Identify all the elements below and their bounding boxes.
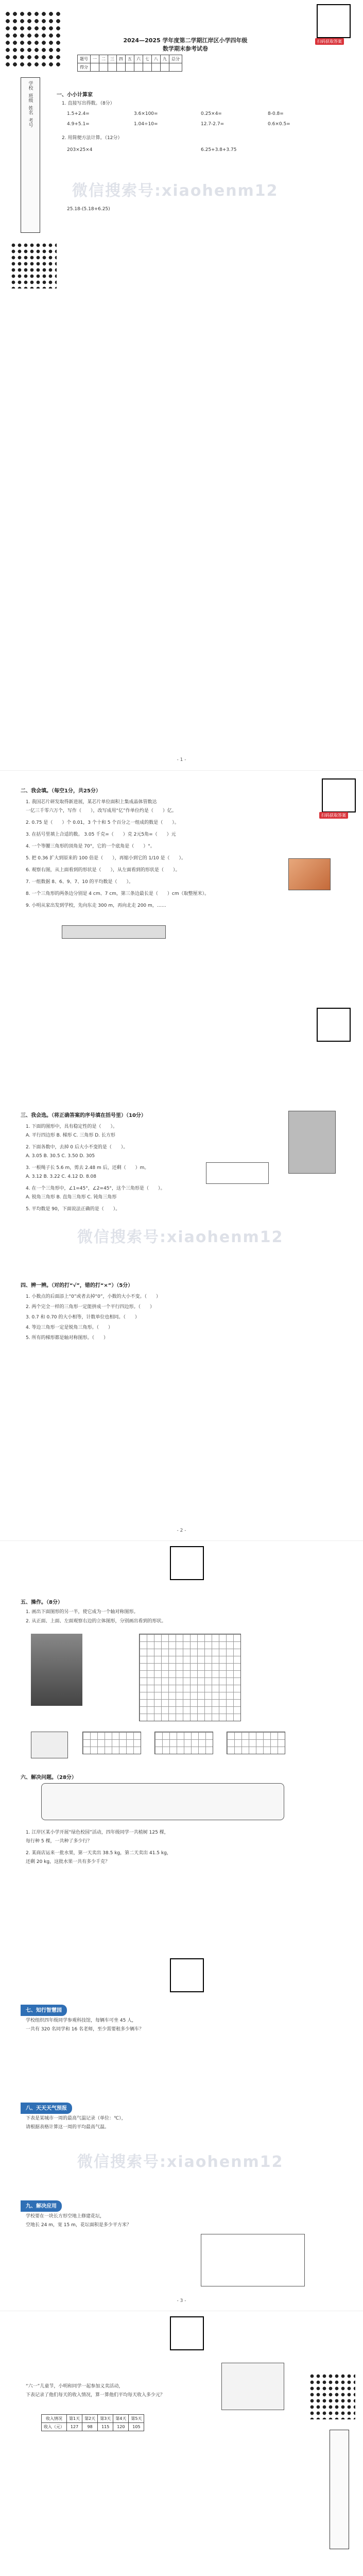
table-header-cell: 收入情况: [42, 2415, 67, 2423]
exam-page-4: [0, 2311, 363, 2576]
section-6-title: 六、解决问题。（28分）: [21, 1775, 77, 1781]
judge-line: 4. 等边三角形一定是锐角三角形。（ ）: [26, 1325, 113, 1330]
table-header-cell: 第1天: [67, 2415, 82, 2423]
score-head-8: 八: [152, 55, 161, 63]
qr-code-icon: [170, 2316, 204, 2350]
score-cell[interactable]: [161, 63, 169, 72]
choice-line: 2. 下面各数中，去掉 0 后大小不变的是（ ）。: [26, 1145, 128, 1150]
score-cell[interactable]: [99, 63, 108, 72]
score-cell[interactable]: [108, 63, 117, 72]
binding-dots-top: [4, 10, 61, 67]
side-label-class: 班级: [27, 93, 33, 103]
section-7-banner: 七、知行智慧园: [21, 2005, 67, 2016]
calc-item: 3.6×100=: [134, 111, 158, 116]
score-label: 得分: [78, 63, 91, 72]
table-cell: 收入（元）: [42, 2423, 67, 2431]
table-cell: 98: [82, 2423, 98, 2431]
fill-line: 2. 0.75 是（ ）个 0.01，3 个十和 5 个百分之一组成的数是（ ）。: [26, 820, 179, 825]
calc-item: 8-0.8=: [268, 111, 284, 116]
problem-line: 一共有 320 名同学和 16 名老师，至少需要租多少辆车？: [26, 2027, 144, 2032]
view-grid-top[interactable]: [154, 1732, 213, 1754]
fill-line: 9. 小明从家出发到学校，先向东走 300 m，再向北走 200 m，……: [26, 903, 166, 908]
table-cell: 120: [113, 2423, 129, 2431]
side-label-id: 考号: [27, 118, 33, 127]
exam-title-line1: 2024—2025 学年度第二学期江岸区小学四年级: [123, 37, 248, 44]
table-header-cell: 第5天: [129, 2415, 144, 2423]
page-number: - 3 -: [177, 2298, 186, 2303]
table-header-cell: 第3天: [98, 2415, 113, 2423]
section-8-banner: 八、天天天气预报: [21, 2103, 72, 2114]
qr-code-icon: [317, 1008, 351, 1042]
rectangle-field-figure: [201, 2234, 305, 2286]
section-4-title: 四、辨一辨。（对的打“√”，错的打“×”）（5分）: [21, 1283, 133, 1289]
yellow-crane-tower-image: [31, 1634, 82, 1706]
receipt-figure: [221, 2363, 284, 2410]
qr-code-icon: [322, 778, 356, 812]
calc-item: 0.6×0.5=: [268, 122, 290, 127]
fill-line: 8. 一个三角形的两条边分别是 4 cm、7 cm，第三条边最长是（ ）cm（取整厘米）。: [26, 891, 210, 896]
operate-line: 1. 画出下面图形的另一半，使它成为一个轴对称图形。: [26, 1609, 139, 1615]
calc-item: 4.9+5.1=: [67, 122, 90, 127]
score-table: [77, 55, 182, 72]
score-head-4: 四: [117, 55, 126, 63]
choice-line: 5. 平均数是 90，下面说法正确的是（ ）。: [26, 1207, 120, 1212]
fill-line: 3. 在括号里填上合适的数。 3.05 千克=（ ）克 2元5角=（ ）元: [26, 832, 176, 837]
cube-figure: [288, 858, 331, 890]
view-grid-left[interactable]: [227, 1732, 285, 1754]
page-number: - 1 -: [177, 757, 186, 762]
problem-line: “六一”儿童节，小明和同学一起参加义卖活动，: [26, 2384, 124, 2389]
fill-line: 5. 把 0.36 扩大到原来的 100 倍是（ ），再缩小到它的 1/10 是（ ）。: [26, 856, 186, 861]
symmetry-grid[interactable]: [139, 1634, 241, 1721]
binding-dots-right: [309, 2373, 355, 2419]
qr-code-icon: [170, 1958, 204, 1992]
score-head-7: 七: [143, 55, 152, 63]
calc-item: 12.7-2.7=: [201, 122, 224, 127]
judge-line: 5. 所有的梯形都是轴对称图形。（ ）: [26, 1335, 108, 1341]
problem-line: 每行种 5 棵，一共种了多少行？: [26, 1839, 92, 1844]
qr-caption: 扫码获取答案: [315, 38, 344, 45]
exam-title-line2: 数学期末参考试卷: [163, 45, 208, 52]
student-info-column: [21, 77, 40, 233]
watermark: 微信搜索号:xiaohenm12: [72, 182, 279, 200]
side-label-name: 姓名: [27, 106, 33, 115]
watermark: 微信搜索号:xiaohenm12: [77, 1228, 284, 1246]
simplify-item: 203×25×4: [67, 147, 93, 152]
binding-dots-bottom: [10, 242, 57, 289]
simplify-item: 6.25+3.8+3.75: [201, 147, 237, 152]
page-number: - 2 -: [177, 1528, 186, 1533]
section-2-title: 二、我会填。（每空1分，共25分）: [21, 788, 101, 794]
calc-item: 0.25×4=: [201, 111, 222, 116]
score-head-5: 五: [126, 55, 134, 63]
choice-line: A. 锐角三角形 B. 直角三角形 C. 钝角三角形: [26, 1195, 117, 1200]
simplify-item: 25.18-(5.18+6.25): [67, 207, 110, 212]
exam-page-2: [0, 770, 363, 1541]
number-line-figure: [206, 1162, 269, 1184]
section-1-sub2: 2. 用简便方法计算。（12分）: [62, 135, 123, 141]
calc-item: 1.5+2.4=: [67, 111, 90, 116]
table-cell: 127: [67, 2423, 82, 2431]
income-table: [41, 2414, 144, 2431]
problem-line: 学校要在一块长方形空地上修建花坛，: [26, 2214, 105, 2219]
problem-line: 2. 某商店运来一批水果，第一天卖出 38.5 kg，第二天卖出 41.5 kg，: [26, 1851, 171, 1856]
problem-line: 空地长 24 m，宽 15 m，花坛面积是多少平方米？: [26, 2223, 131, 2228]
fill-line: 7. 一组数据 8、6、9、7、10 的平均数是（ ）。: [26, 879, 134, 885]
problem-line: 下表记录了他们每天的收入情况，算一算他们平均每天收入多少元？: [26, 2393, 165, 2398]
section-9-banner: 九、解决应用: [21, 2200, 62, 2212]
operate-line: 2. 从正面、上面、左面观察右边的立体图形，分别画出看到的形状。: [26, 1619, 166, 1624]
judge-line: 2. 两个完全一样的三角形一定能拼成一个平行四边形。（ ）: [26, 1304, 154, 1310]
qr-code-icon: [317, 4, 351, 38]
fill-line: 4. 一个等腰三角形的顶角是 70°，它的一个底角是（ ）°。: [26, 844, 155, 849]
section-1-title: 一、小小计算家: [57, 92, 93, 98]
score-cell[interactable]: [134, 63, 143, 72]
fill-line: 一亿三千零六万个，写作（ ），改写成用“亿”作单位约是（ ）亿。: [26, 808, 177, 814]
section-5-title: 五、操作。（8分）: [21, 1600, 63, 1605]
qr-code-icon: [170, 1546, 204, 1580]
problem-line: 下表是某城市一周的最高气温记录（单位：℃），: [26, 2116, 126, 2121]
choice-line: 4. 在一个三角形中，∠1=45°，∠2=45°，这个三角形是（ ）。: [26, 1186, 165, 1191]
choice-line: 1. 下面的图形中，具有稳定性的是（ ）。: [26, 1124, 117, 1129]
calc-item: 1.04÷10=: [134, 122, 158, 127]
table-header-cell: 第2天: [82, 2415, 98, 2423]
judge-line: 3. 0.7 和 0.70 的大小相等，计数单位也相同。（ ）: [26, 1315, 140, 1320]
score-cell[interactable]: [91, 63, 99, 72]
qr-caption: 扫码获取答案: [319, 812, 348, 819]
score-cell[interactable]: [152, 63, 161, 72]
cartoon-tip-box: [41, 1783, 284, 1820]
score-head-6: 六: [134, 55, 143, 63]
shapes-figure: [62, 925, 166, 939]
score-cell[interactable]: [126, 63, 134, 72]
score-head-10: 总分: [169, 55, 182, 63]
exam-page-3: [0, 1540, 363, 2311]
score-cell[interactable]: [169, 63, 182, 72]
score-cell[interactable]: [117, 63, 126, 72]
table-cell: 115: [98, 2423, 113, 2431]
section-3-title: 三、我会选。（将正确答案的序号填在括号里）（10分）: [21, 1113, 146, 1118]
cube-stack-figure: [31, 1732, 68, 1758]
score-cell[interactable]: [143, 63, 152, 72]
watermark: 微信搜索号:xiaohenm12: [77, 2153, 284, 2171]
photo-figure: [288, 1111, 336, 1174]
score-head-3: 三: [108, 55, 117, 63]
problem-line: 学校组织四年级同学参观科技馆，每辆车可坐 45 人，: [26, 2018, 137, 2023]
score-head-0: 题号: [78, 55, 91, 63]
judge-line: 1. 小数点的后面添上“0”或者去掉“0”，小数的大小不变。（ ）: [26, 1294, 161, 1299]
problem-line: 请根据表格计算这一周的平均最高气温。: [26, 2125, 110, 2130]
fill-line: 6. 观察右图，从上面看到的形状是（ ），从左面看到的形状是（ ）。: [26, 868, 180, 873]
choice-line: 3. 一根绳子长 5.6 m，剪去 2.48 m 后，还剩（ ）m。: [26, 1165, 149, 1171]
table-cell: 105: [129, 2423, 144, 2431]
problem-line: 1. 江岸区某小学开展“绿色校园”活动，四年级同学一共植树 125 棵，: [26, 1830, 169, 1835]
choice-line: A. 平行四边形 B. 梯形 C. 三角形 D. 长方形: [26, 1133, 115, 1138]
table-header-cell: 第4天: [113, 2415, 129, 2423]
choice-line: A. 3.05 B. 30.5 C. 3.50 D. 305: [26, 1154, 95, 1159]
side-label-school: 学校: [27, 81, 33, 90]
choice-line: A. 3.12 B. 3.22 C. 4.12 D. 8.08: [26, 1174, 97, 1179]
fill-line: 1. 我国芯片研发取得新进展，某芯片单位面积上集成晶体管数达: [26, 800, 157, 805]
score-head-9: 九: [161, 55, 169, 63]
score-head-1: 一: [91, 55, 99, 63]
view-grid-front[interactable]: [82, 1732, 141, 1754]
score-head-2: 二: [99, 55, 108, 63]
seal-line-column: [330, 2430, 349, 2549]
section-1-sub1: 1. 直接写出得数。（8分）: [62, 101, 115, 106]
problem-line: 还剩 20 kg，这批水果一共有多少千克？: [26, 1859, 110, 1865]
exam-page-1: [0, 0, 363, 770]
